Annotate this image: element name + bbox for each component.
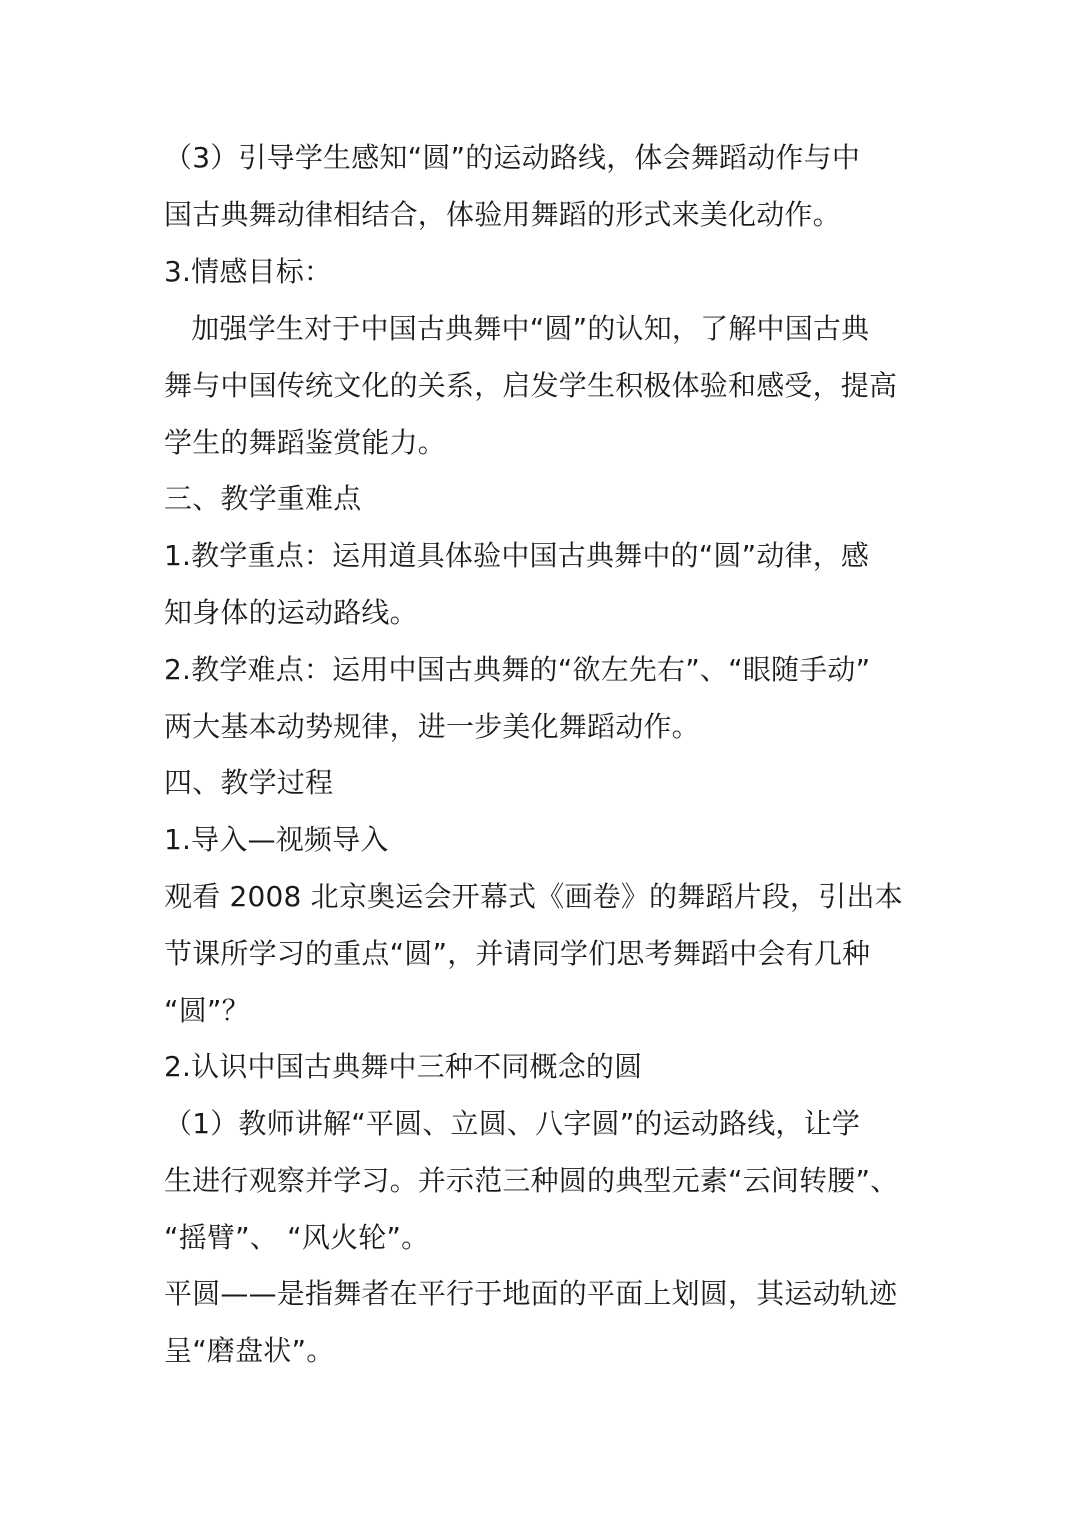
section-heading: 1.导入—视频导入: [164, 823, 389, 856]
text-line: 生进行观察并学习。并示范三种圆的典型元素“云间转腰”、: [164, 1164, 899, 1197]
text-line: 加强学生对于中国古典舞中“圆”的认知，了解中国古典: [164, 312, 870, 345]
text-line: 国古典舞动律相结合，体验用舞蹈的形式来美化动作。: [164, 198, 841, 231]
text-line: （3）引导学生感知“圆”的运动路线，体会舞蹈动作与中: [164, 141, 861, 174]
text-line: 观看 2008 北京奥运会开幕式《画卷》的舞蹈片段，引出本: [164, 880, 903, 913]
section-heading: 三、教学重难点: [164, 482, 362, 515]
text-line: （1）教师讲解“平圆、立圆、八字圆”的运动路线，让学: [164, 1107, 861, 1140]
section-heading: 3.情感目标：: [164, 255, 333, 288]
section-heading: 2.认识中国古典舞中三种不同概念的圆: [164, 1050, 643, 1083]
text-line: 1.教学重点：运用道具体验中国古典舞中的“圆”动律，感: [164, 539, 870, 572]
text-line: 舞与中国传统文化的关系，启发学生积极体验和感受，提高: [164, 369, 898, 402]
text-line: 学生的舞蹈鉴赏能力。: [164, 426, 447, 459]
text-line: 平圆——是指舞者在平行于地面的平面上划圆，其运动轨迹: [164, 1277, 898, 1310]
text-line: 节课所学习的重点“圆”，并请同学们思考舞蹈中会有几种: [164, 937, 871, 970]
text-line: “摇臂”、 “风火轮”。: [164, 1221, 430, 1254]
section-heading: 四、教学过程: [164, 766, 334, 799]
text-line: 两大基本动势规律，进一步美化舞蹈动作。: [164, 710, 700, 743]
text-line: 呈“磨盘状”。: [164, 1334, 335, 1367]
text-line: 知身体的运动路线。: [164, 596, 418, 629]
text-line: “圆”？: [164, 994, 250, 1027]
text-line: 2.教学难点：运用中国古典舞的“欲左先右”、“眼随手动”: [164, 653, 871, 686]
